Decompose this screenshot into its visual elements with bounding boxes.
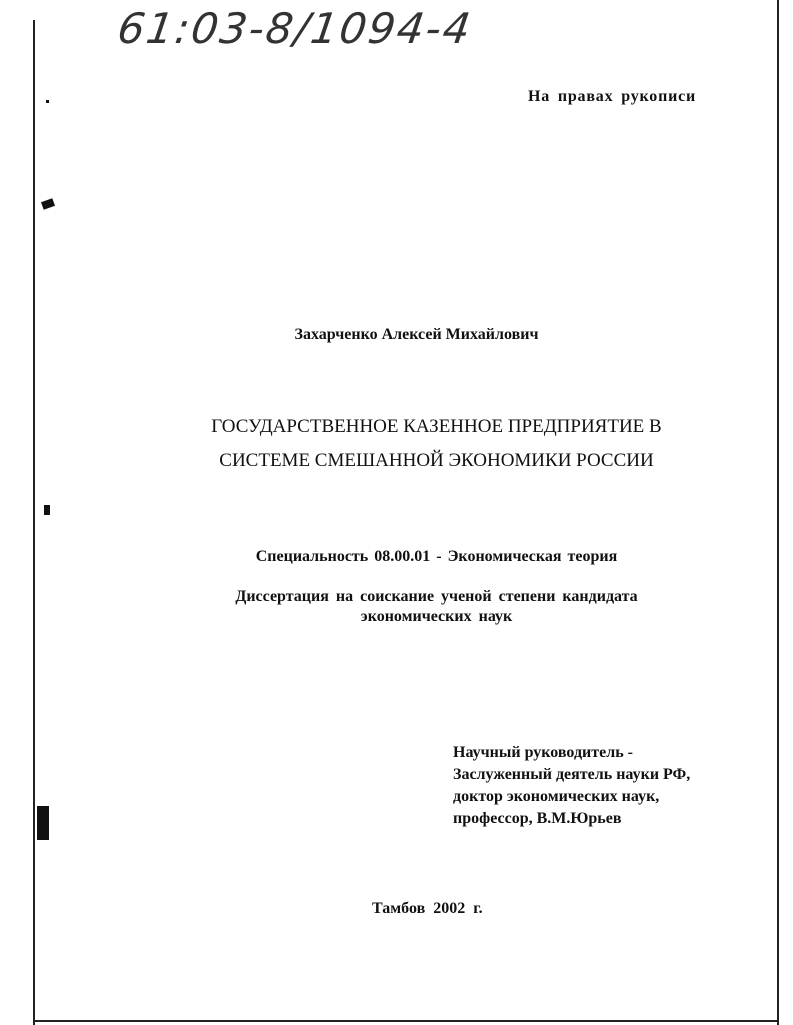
dissertation-degree bbox=[0, 587, 793, 627]
title-line: СИСТЕМЕ СМЕШАННОЙ ЭКОНОМИКИ РОССИИ bbox=[219, 450, 654, 471]
specialty-line: Специальность 08.00.01 - Экономическая теория bbox=[255, 548, 618, 565]
degree-line: Диссертация на соискание ученой степени кандидата bbox=[235, 588, 638, 605]
scan-artifact-mark bbox=[41, 198, 55, 210]
scan-border-bottom bbox=[33, 1020, 779, 1022]
advisor-line: профессор, В.М.Юрьев bbox=[453, 810, 622, 827]
advisor-line: Заслуженный деятель науки РФ, bbox=[453, 766, 691, 783]
handwritten-archive-code: 61:03-8/1094-4 bbox=[114, 4, 476, 53]
scan-artifact-mark bbox=[37, 806, 49, 840]
degree-line: экономических наук bbox=[360, 608, 513, 625]
advisor-line: доктор экономических наук, bbox=[453, 788, 660, 805]
scan-border-left bbox=[33, 20, 35, 1025]
scan-artifact-mark bbox=[46, 100, 49, 103]
manuscript-rights-label: На правах рукописи bbox=[528, 88, 697, 105]
city-year: Тамбов 2002 г. bbox=[372, 900, 483, 917]
scan-artifact-mark bbox=[44, 505, 50, 515]
dissertation-title bbox=[0, 410, 793, 478]
author-name: Захарченко Алексей Михайлович bbox=[294, 326, 539, 343]
scientific-advisor-block bbox=[453, 742, 690, 830]
title-line: ГОСУДАРСТВЕННОЕ КАЗЕННОЕ ПРЕДПРИЯТИЕ В bbox=[211, 416, 662, 437]
scan-border-right bbox=[777, 0, 779, 1025]
advisor-line: Научный руководитель - bbox=[453, 744, 633, 761]
